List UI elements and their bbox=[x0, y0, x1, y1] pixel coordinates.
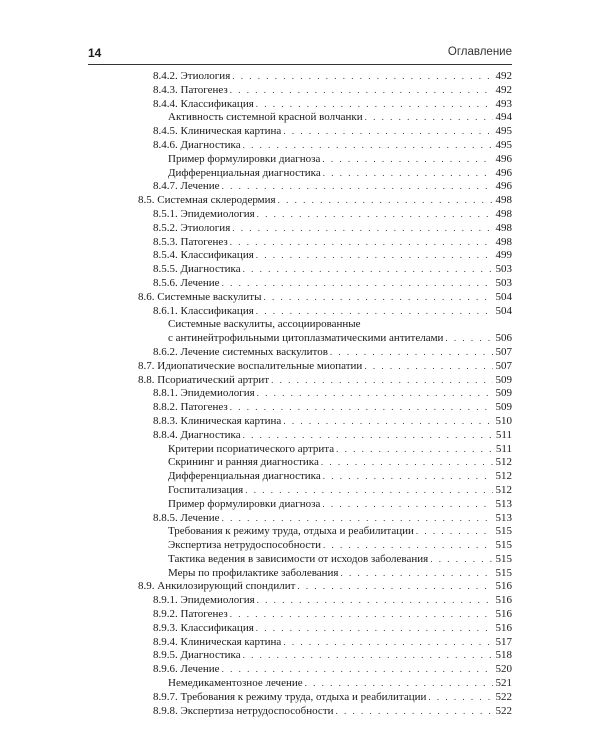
toc-entry-title: 8.5.3. Патогенез bbox=[153, 235, 228, 248]
toc-entry-title: 8.9.3. Классификация bbox=[153, 621, 254, 634]
toc-leader-dots bbox=[222, 512, 493, 526]
toc-entry[interactable] bbox=[88, 470, 512, 484]
toc-entry[interactable] bbox=[88, 649, 512, 663]
toc-entry-title: 8.5.5. Диагностика bbox=[153, 263, 241, 276]
toc-entry-page: 515 bbox=[495, 525, 512, 538]
toc-entry[interactable] bbox=[88, 236, 512, 250]
toc-entry-title: 8.4.2. Этиология bbox=[153, 70, 231, 82]
toc-entry-title: Меры по профилактике заболевания bbox=[168, 566, 339, 579]
toc-entry-page: 498 bbox=[495, 207, 512, 220]
toc-entry[interactable] bbox=[88, 98, 512, 112]
toc-entry-title: 8.8.5. Лечение bbox=[153, 511, 220, 524]
toc-entry-title: 8.5.6. Лечение bbox=[153, 276, 220, 289]
toc-entry-title: 8.4.3. Патогенез bbox=[153, 83, 228, 96]
toc-entry-page: 518 bbox=[495, 649, 512, 662]
toc-entry-page: 498 bbox=[495, 235, 512, 248]
toc-leader-dots bbox=[230, 608, 493, 622]
toc-entry[interactable] bbox=[88, 139, 512, 153]
toc-entry-title: Пример формулировки диагноза bbox=[168, 152, 321, 165]
toc-entry[interactable] bbox=[88, 125, 512, 139]
toc-entry-page: 516 bbox=[495, 608, 512, 621]
toc-entry[interactable] bbox=[88, 512, 512, 526]
toc-entry-title: Экспертиза нетрудоспособности bbox=[168, 539, 322, 552]
toc-leader-dots bbox=[283, 125, 492, 139]
toc-leader-dots bbox=[243, 649, 493, 663]
toc-leader-dots bbox=[428, 691, 492, 705]
toc-leader-dots bbox=[243, 429, 493, 443]
toc-entry-title: Системные васкулиты, ассоциированные bbox=[168, 318, 361, 331]
toc-entry-page: 510 bbox=[495, 414, 512, 427]
toc-entry-page: 507 bbox=[495, 345, 512, 358]
toc-entry-page: 496 bbox=[495, 152, 512, 165]
toc-entry[interactable] bbox=[88, 318, 512, 332]
toc-entry-title: Критерии псориатического артрита bbox=[168, 442, 335, 455]
toc-entry[interactable] bbox=[88, 360, 512, 374]
toc-entry-page: 516 bbox=[495, 594, 512, 607]
toc-entry-page: 492 bbox=[495, 83, 512, 96]
toc-entry-title: 8.5.2. Этиология bbox=[153, 221, 231, 234]
toc-entry-title: 8.6.1. Классификация bbox=[153, 304, 254, 317]
toc-entry[interactable] bbox=[88, 580, 512, 594]
toc-entry-page: 515 bbox=[495, 539, 512, 552]
toc-entry[interactable] bbox=[88, 180, 512, 194]
toc-leader-dots bbox=[256, 305, 493, 319]
toc-entry[interactable] bbox=[88, 277, 512, 291]
toc-entry-title: с антинейтрофильными цитоплазматическими антителами bbox=[168, 332, 444, 345]
toc-leader-dots bbox=[322, 498, 492, 512]
toc-entry-title: Скрининг и ранняя диагностика bbox=[168, 456, 319, 469]
toc-entry-title: Немедикаментозное лечение bbox=[168, 677, 303, 690]
toc-leader-dots bbox=[222, 277, 493, 291]
toc-entry-title: 8.9.4. Клиническая картина bbox=[153, 635, 282, 648]
toc-entry-page: 521 bbox=[495, 677, 512, 690]
toc-leader-dots bbox=[445, 332, 492, 346]
toc-leader-dots bbox=[336, 443, 493, 457]
toc-leader-dots bbox=[323, 167, 493, 181]
toc-leader-dots bbox=[365, 111, 493, 125]
toc-entry-title: 8.7. Идиопатические воспалительные миопатии bbox=[138, 359, 363, 372]
toc-entry-title: Дифференциальная диагностика bbox=[168, 470, 321, 483]
toc-entry[interactable] bbox=[88, 429, 512, 443]
toc-entry[interactable] bbox=[88, 153, 512, 167]
toc-leader-dots bbox=[321, 456, 493, 470]
toc-entry[interactable] bbox=[88, 677, 512, 691]
toc-entry-page: 520 bbox=[495, 663, 512, 676]
toc-entry-title: 8.5.4. Классификация bbox=[153, 249, 254, 262]
toc-entry[interactable] bbox=[88, 705, 512, 719]
toc-leader-dots bbox=[278, 194, 493, 208]
toc-entry-title: 8.8.2. Патогенез bbox=[153, 401, 228, 414]
toc-entry-title: 8.5. Системная склеродермия bbox=[138, 194, 276, 207]
toc-entry-title: Требования к режиму труда, отдыха и реабилитации bbox=[168, 525, 414, 538]
toc-entry[interactable] bbox=[88, 553, 512, 567]
toc-leader-dots bbox=[336, 705, 493, 719]
toc-entry[interactable] bbox=[88, 332, 512, 346]
toc-leader-dots bbox=[243, 263, 493, 277]
toc-entry-page: 493 bbox=[495, 97, 512, 110]
toc-leader-dots bbox=[230, 84, 493, 98]
toc-entry-title: 8.4.7. Лечение bbox=[153, 180, 220, 193]
toc-entry[interactable] bbox=[88, 387, 512, 401]
toc-entry-page: 522 bbox=[495, 704, 512, 717]
table-of-contents bbox=[88, 70, 512, 718]
toc-entry-page: 511 bbox=[495, 428, 512, 441]
toc-leader-dots bbox=[257, 208, 493, 222]
toc-entry[interactable] bbox=[88, 691, 512, 705]
toc-entry-page: 496 bbox=[495, 166, 512, 179]
toc-entry-title: 8.9.8. Экспертиза нетрудоспособности bbox=[153, 704, 334, 717]
toc-leader-dots bbox=[323, 539, 492, 553]
toc-entry-page: 496 bbox=[495, 180, 512, 193]
toc-entry-title: 8.9.1. Эпидемиология bbox=[153, 594, 255, 607]
toc-entry[interactable] bbox=[88, 222, 512, 236]
toc-entry[interactable] bbox=[88, 594, 512, 608]
toc-entry-page: 513 bbox=[495, 511, 512, 524]
toc-leader-dots bbox=[256, 98, 493, 112]
toc-entry-title: 8.9.6. Лечение bbox=[153, 663, 220, 676]
toc-entry-page: 512 bbox=[495, 483, 512, 496]
toc-entry[interactable] bbox=[88, 443, 512, 457]
toc-entry-title: 8.4.4. Классификация bbox=[153, 97, 254, 110]
toc-entry[interactable] bbox=[88, 498, 512, 512]
toc-entry-title: 8.8.1. Эпидемиология bbox=[153, 387, 255, 400]
toc-leader-dots bbox=[256, 622, 493, 636]
toc-entry-title: 8.4.6. Диагностика bbox=[153, 138, 241, 151]
toc-entry-title: 8.8. Псориатический артрит bbox=[138, 373, 270, 386]
toc-leader-dots bbox=[323, 470, 493, 484]
toc-entry-title: 8.6. Системные васкулиты bbox=[138, 290, 262, 303]
toc-entry[interactable] bbox=[88, 291, 512, 305]
toc-entry[interactable] bbox=[88, 663, 512, 677]
toc-entry-title: 8.8.3. Клиническая картина bbox=[153, 414, 282, 427]
toc-leader-dots bbox=[271, 374, 492, 388]
toc-entry[interactable] bbox=[88, 636, 512, 650]
toc-entry[interactable] bbox=[88, 346, 512, 360]
toc-entry[interactable] bbox=[88, 374, 512, 388]
toc-leader-dots bbox=[256, 249, 493, 263]
toc-entry[interactable] bbox=[88, 456, 512, 470]
toc-entry-page: 495 bbox=[495, 138, 512, 151]
toc-leader-dots bbox=[232, 70, 492, 84]
toc-entry[interactable] bbox=[88, 167, 512, 181]
page-number: 14 bbox=[88, 46, 102, 60]
toc-entry-title: Дифференциальная диагностика bbox=[168, 166, 321, 179]
toc-entry-page: 498 bbox=[495, 194, 512, 207]
toc-entry-page: 517 bbox=[495, 635, 512, 648]
toc-leader-dots bbox=[222, 180, 493, 194]
toc-leader-dots bbox=[243, 139, 493, 153]
toc-entry-title: 8.9.7. Требования к режиму труда, отдыха и реабилитации bbox=[153, 690, 427, 703]
toc-entry[interactable] bbox=[88, 622, 512, 636]
toc-entry-page: 515 bbox=[495, 552, 512, 565]
toc-leader-dots bbox=[364, 360, 492, 374]
toc-entry-page: 503 bbox=[495, 276, 512, 289]
toc-leader-dots bbox=[257, 387, 493, 401]
header-divider bbox=[88, 64, 512, 65]
toc-leader-dots bbox=[245, 484, 492, 498]
toc-entry-page: 512 bbox=[495, 470, 512, 483]
toc-entry[interactable] bbox=[88, 401, 512, 415]
toc-entry-title: 8.9.2. Патогенез bbox=[153, 608, 228, 621]
toc-entry-page: 509 bbox=[495, 387, 512, 400]
toc-entry-page: 515 bbox=[495, 566, 512, 579]
toc-entry-title: Пример формулировки диагноза bbox=[168, 497, 321, 510]
toc-entry-page: 494 bbox=[495, 111, 512, 124]
toc-entry-title: 8.4.5. Клиническая картина bbox=[153, 125, 282, 138]
toc-leader-dots bbox=[430, 553, 492, 567]
toc-entry-title: 8.9.5. Диагностика bbox=[153, 649, 241, 662]
toc-entry[interactable] bbox=[88, 608, 512, 622]
toc-leader-dots bbox=[230, 236, 493, 250]
toc-entry[interactable] bbox=[88, 70, 512, 84]
toc-entry[interactable] bbox=[88, 84, 512, 98]
toc-entry[interactable] bbox=[88, 208, 512, 222]
toc-entry-title: Активность системной красной волчанки bbox=[168, 111, 363, 124]
toc-entry[interactable] bbox=[88, 194, 512, 208]
toc-leader-dots bbox=[283, 636, 492, 650]
toc-entry-page: 503 bbox=[495, 263, 512, 276]
toc-entry[interactable] bbox=[88, 567, 512, 581]
toc-entry[interactable] bbox=[88, 249, 512, 263]
toc-entry[interactable] bbox=[88, 525, 512, 539]
toc-entry-page: 506 bbox=[495, 332, 512, 345]
toc-entry-title: 8.9. Анкилозирующий спондилит bbox=[138, 580, 296, 593]
toc-entry-title: 8.6.2. Лечение системных васкулитов bbox=[153, 345, 328, 358]
toc-leader-dots bbox=[264, 291, 493, 305]
toc-leader-dots bbox=[416, 525, 493, 539]
toc-entry[interactable] bbox=[88, 539, 512, 553]
toc-entry-page: 509 bbox=[495, 373, 512, 386]
toc-entry[interactable] bbox=[88, 263, 512, 277]
toc-leader-dots bbox=[330, 346, 493, 360]
toc-entry-page: 507 bbox=[495, 359, 512, 372]
toc-leader-dots bbox=[257, 594, 493, 608]
toc-entry-page: 512 bbox=[495, 456, 512, 469]
toc-leader-dots bbox=[222, 663, 493, 677]
toc-entry-page: 492 bbox=[495, 70, 512, 82]
toc-entry-page: 513 bbox=[495, 497, 512, 510]
toc-entry-title: 8.5.1. Эпидемиология bbox=[153, 207, 255, 220]
toc-entry-page: 498 bbox=[495, 221, 512, 234]
toc-entry[interactable] bbox=[88, 415, 512, 429]
toc-entry-page: 504 bbox=[495, 290, 512, 303]
toc-leader-dots bbox=[232, 222, 492, 236]
toc-entry[interactable] bbox=[88, 305, 512, 319]
toc-entry-page: 516 bbox=[495, 621, 512, 634]
toc-entry-title: 8.8.4. Диагностика bbox=[153, 428, 241, 441]
toc-entry-page: 522 bbox=[495, 690, 512, 703]
toc-entry-page: 504 bbox=[495, 304, 512, 317]
toc-leader-dots bbox=[230, 401, 493, 415]
toc-entry-title: Госпитализация bbox=[168, 483, 244, 496]
toc-leader-dots bbox=[340, 567, 492, 581]
page-header bbox=[88, 46, 512, 64]
toc-entry[interactable] bbox=[88, 484, 512, 498]
toc-entry[interactable] bbox=[88, 111, 512, 125]
toc-entry-page: 509 bbox=[495, 401, 512, 414]
toc-entry-page: 499 bbox=[495, 249, 512, 262]
toc-entry-page: 495 bbox=[495, 125, 512, 138]
toc-entry-page: 511 bbox=[495, 442, 512, 455]
toc-entry-page: 516 bbox=[495, 580, 512, 593]
toc-leader-dots bbox=[322, 153, 492, 167]
toc-entry-title: Тактика ведения в зависимости от исходов заболевания bbox=[168, 552, 429, 565]
toc-leader-dots bbox=[305, 677, 493, 691]
running-title: Оглавление bbox=[447, 46, 512, 58]
toc-leader-dots bbox=[297, 580, 492, 594]
toc-leader-dots bbox=[283, 415, 492, 429]
